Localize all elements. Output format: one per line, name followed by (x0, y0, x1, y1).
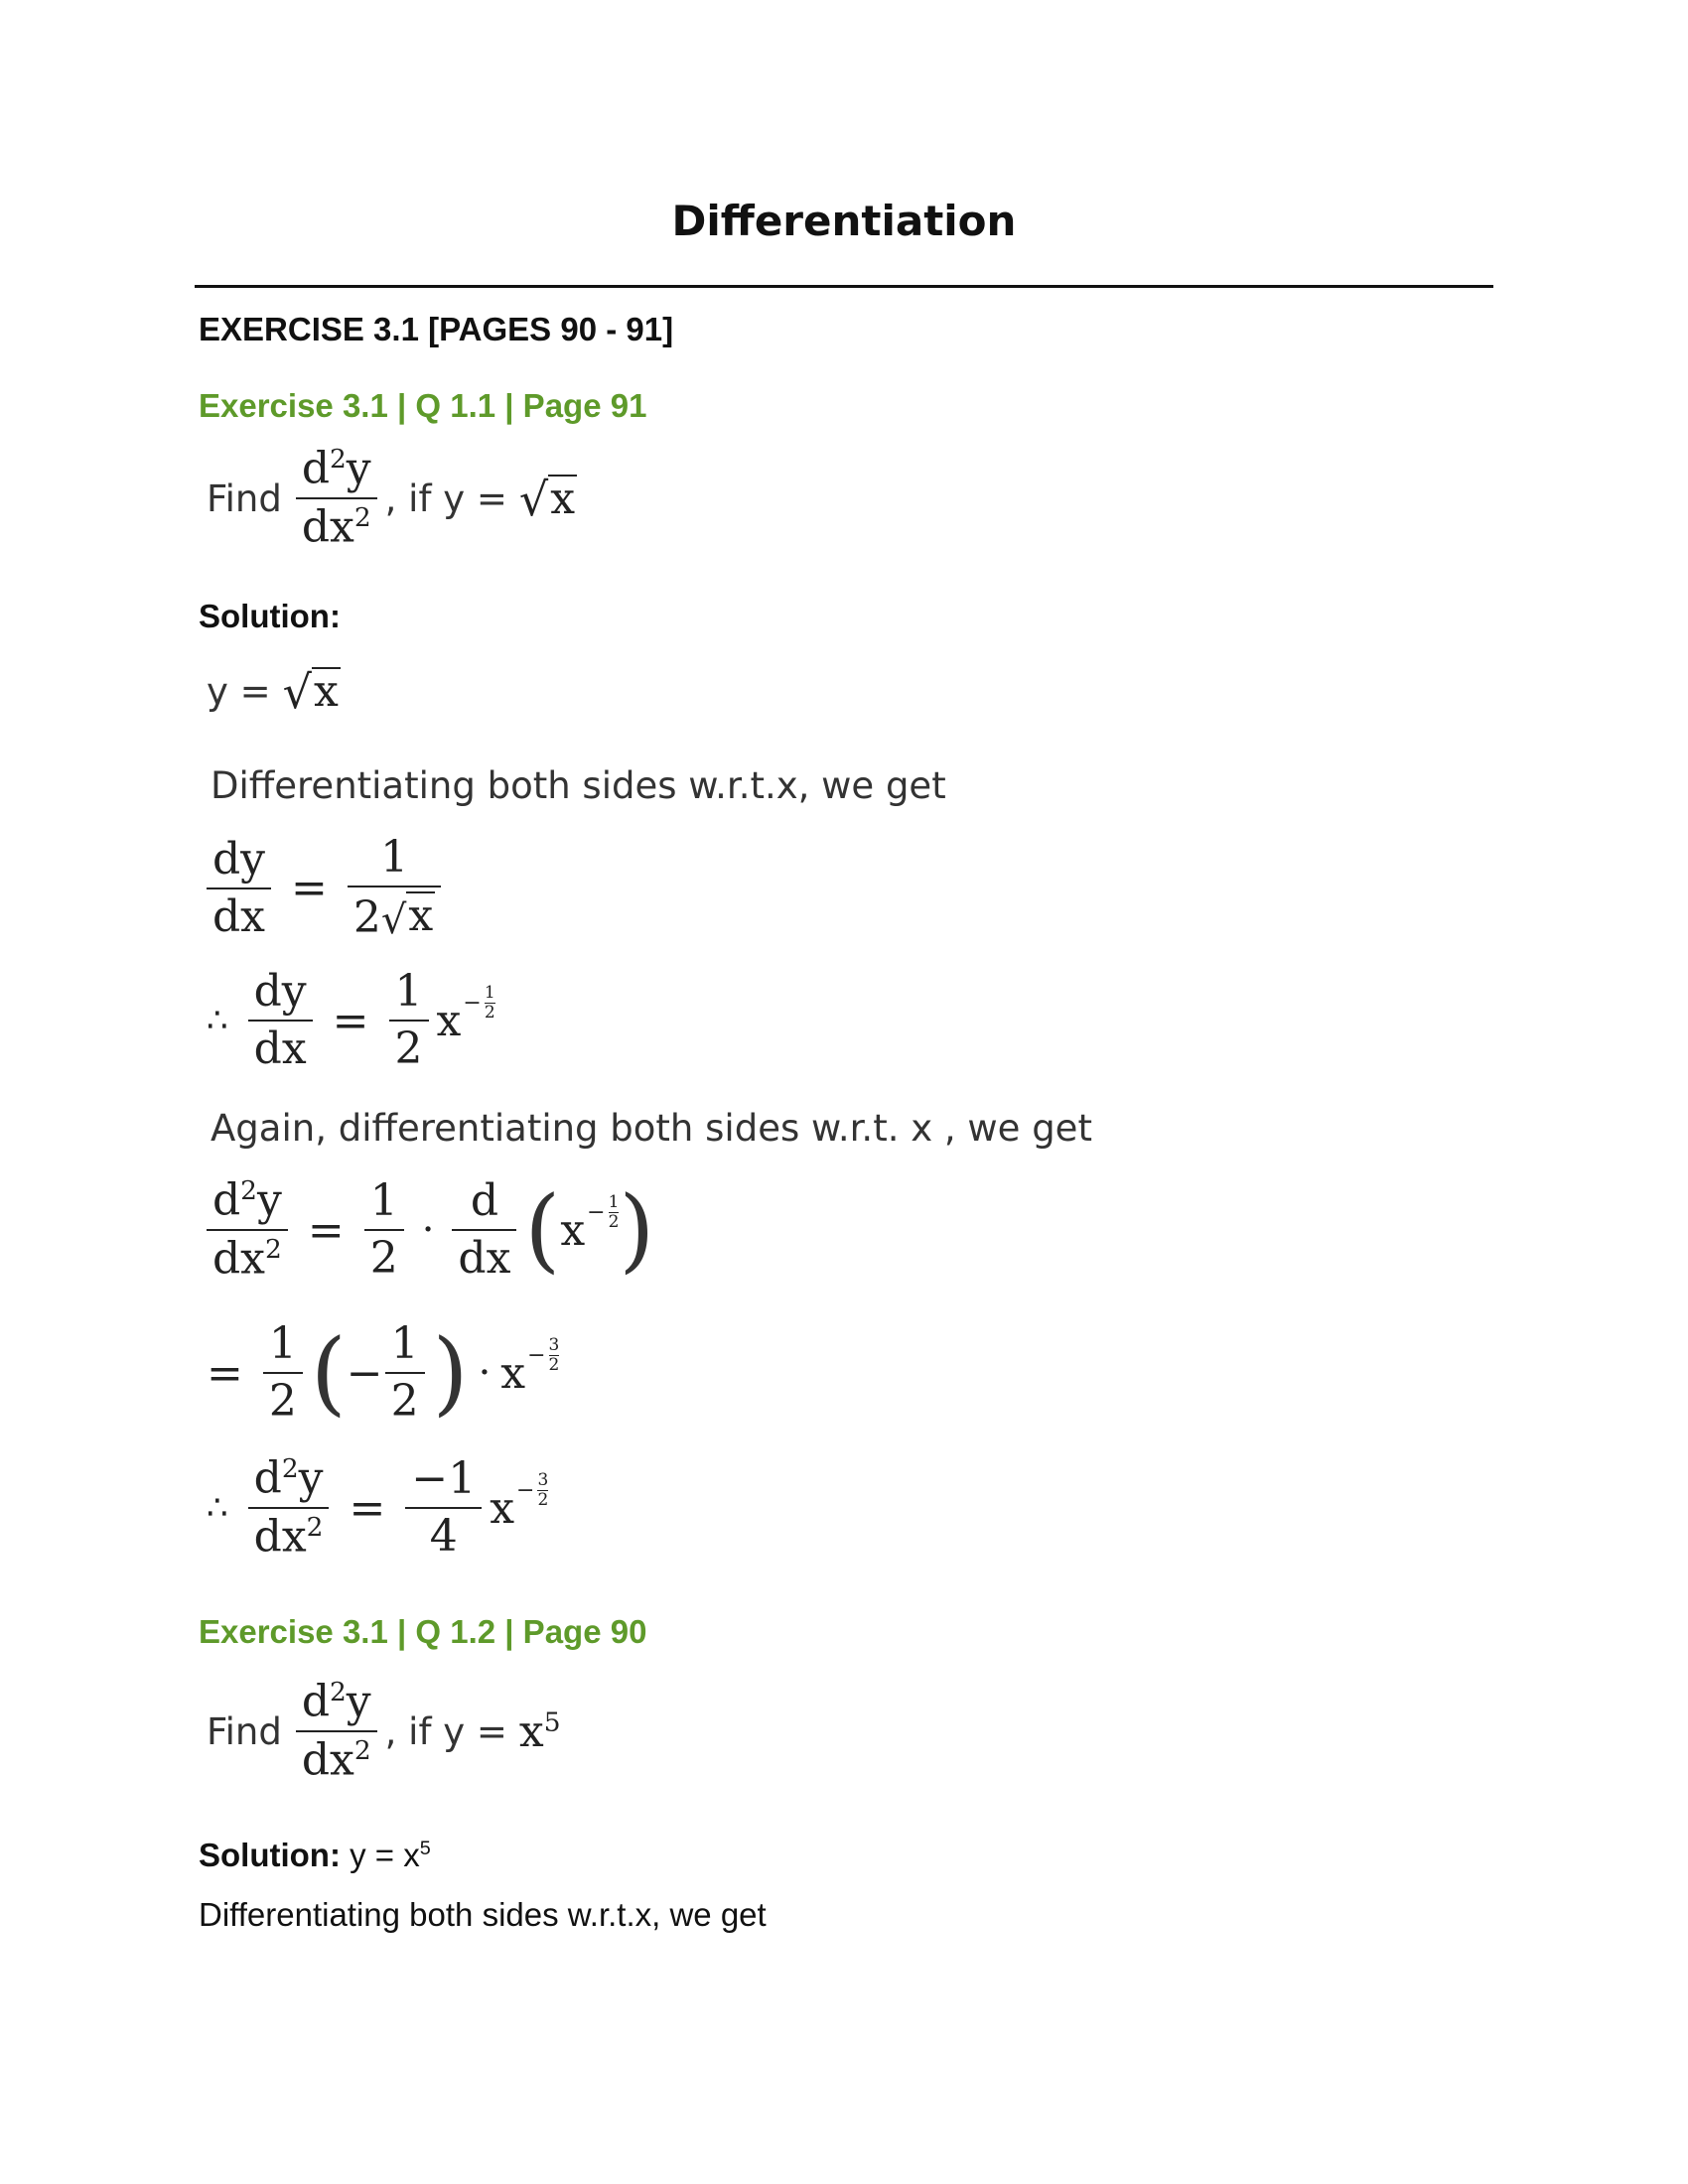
equation-dy-dx-2: ∴ $\frac{dy}{dx}$ = $\frac{1}{2}$ x − $\frac{1}{2}$ (207, 966, 495, 1075)
solution-1-2 (199, 1837, 431, 1874)
find-text: Find (207, 1709, 282, 1753)
find-text: Find (207, 477, 282, 520)
sqrt-x: √ x (518, 473, 576, 527)
question-1-1-statement (207, 445, 577, 552)
if-text: , if y = (384, 1709, 507, 1753)
exercise-heading: EXERCISE 3.1 [PAGES 90 - 91] (199, 311, 674, 347)
solution-exponent: 5 (419, 1838, 431, 1859)
equation-d2y-dx2-1: $\frac{d^2y}{dx^2}$ = $\frac{1}{2}$ · $\frac{d}{dx}$ ( x − $\frac{1}{2}$ ) (207, 1176, 654, 1284)
solution-label-1-2: Solution: (199, 1837, 341, 1873)
equation-d2y-dx2-3: ∴ $\frac{d^2y}{dx^2}$ = $\frac{-1}{4}$ x − $\frac{3}{2}$ (207, 1452, 549, 1563)
equation-y-sqrt-x: y = √ x (207, 665, 339, 720)
solution-text-1-2: y = x (340, 1837, 420, 1873)
equation-d2y-dx2-2: = $\frac{1}{2}$ ( − $\frac{1}{2}$ ) · x − $\frac{3}{2}$ (207, 1318, 560, 1428)
d2y-dx2-fraction: $\frac{d^2y}{dx^2}$ (296, 445, 377, 552)
title-divider (195, 285, 1493, 288)
diff-text-1-1: Differentiating both sides w.r.t.x, we get (211, 764, 946, 807)
question-heading-1-1: Exercise 3.1 | Q 1.1 | Page 91 (199, 387, 647, 424)
if-text: , if y = (384, 477, 507, 520)
diff-text-1-2: Again, differentiating both sides w.r.t. x , we get (211, 1107, 1092, 1150)
page-title: Differentiation (671, 197, 1017, 245)
question-1-2-statement: Find $\frac{d^2y}{dx^2}$ , if y = $x^5$ (207, 1676, 561, 1786)
diff-text-2-1: Differentiating both sides w.r.t.x, we get (199, 1896, 767, 1933)
equation-dy-dx-1: $\frac{dy}{dx}$ = 1 2 √ x (207, 834, 449, 943)
question-heading-1-2: Exercise 3.1 | Q 1.2 | Page 90 (199, 1613, 647, 1650)
solution-label-1-1: Solution: (199, 598, 341, 634)
